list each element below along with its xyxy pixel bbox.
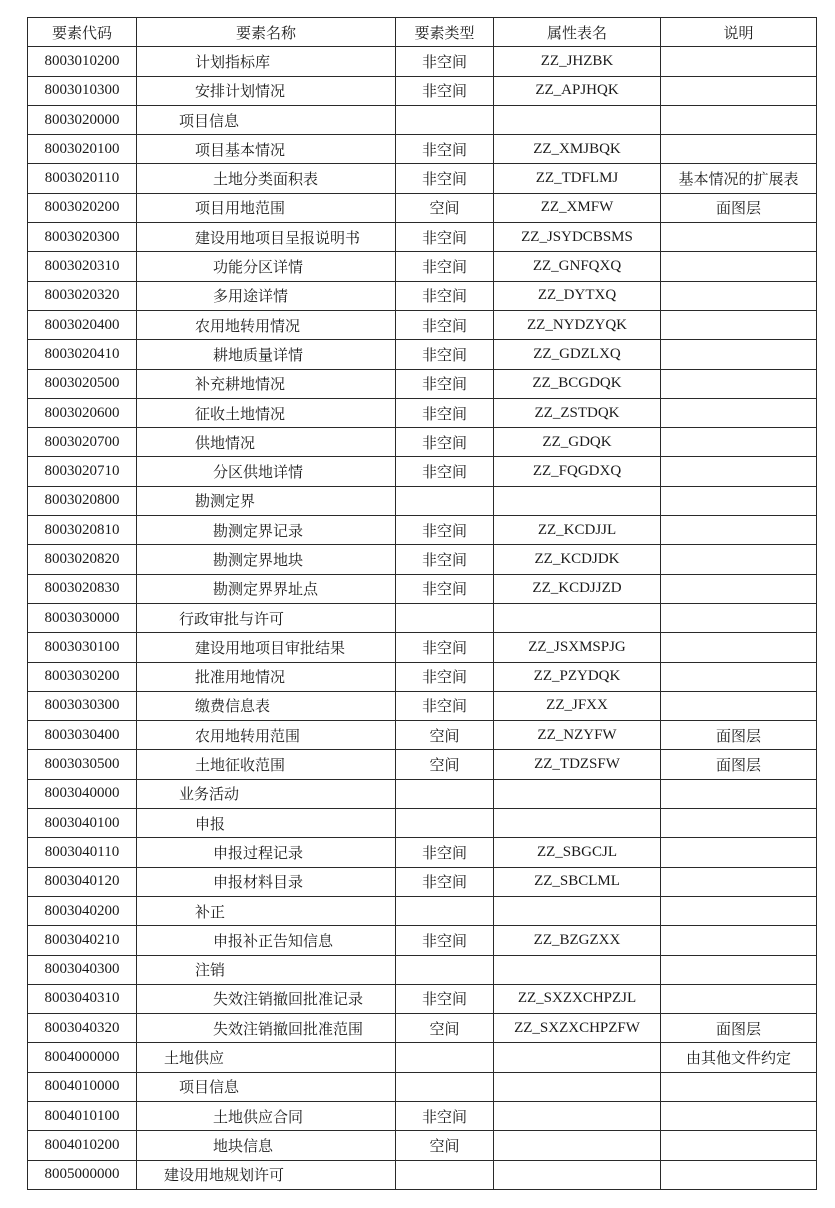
table-row	[28, 223, 817, 252]
cell-element-name: 农用地转用情况	[137, 310, 396, 339]
cell-element-name: 土地分类面积表	[137, 164, 396, 193]
cell-element-code: 8003040120	[28, 867, 137, 896]
cell-element-name: 土地供应合同	[137, 1101, 396, 1130]
cell-remarks	[661, 252, 817, 281]
table-row	[28, 984, 817, 1013]
cell-attribute-table-name: ZZ_SXZXCHPZJL	[494, 984, 661, 1013]
table-row	[28, 1072, 817, 1101]
table-row	[28, 340, 817, 369]
cell-element-type: 非空间	[396, 281, 494, 310]
cell-remarks	[661, 955, 817, 984]
table-body	[28, 47, 817, 1190]
cell-attribute-table-name: ZZ_NYDZYQK	[494, 310, 661, 339]
cell-remarks	[661, 310, 817, 339]
cell-remarks	[661, 486, 817, 515]
cell-element-name: 勘测定界界址点	[137, 574, 396, 603]
cell-remarks	[661, 223, 817, 252]
table-row	[28, 1014, 817, 1043]
cell-attribute-table-name: ZZ_GNFQXQ	[494, 252, 661, 281]
cell-element-name: 失效注销撤回批准范围	[137, 1014, 396, 1043]
table-row	[28, 750, 817, 779]
cell-element-name: 勘测定界记录	[137, 516, 396, 545]
cell-attribute-table-name	[494, 809, 661, 838]
table-row	[28, 369, 817, 398]
cell-attribute-table-name	[494, 1072, 661, 1101]
cell-element-name: 项目信息	[137, 105, 396, 134]
cell-element-name: 征收土地情况	[137, 398, 396, 427]
cell-attribute-table-name: ZZ_XMJBQK	[494, 135, 661, 164]
cell-remarks	[661, 340, 817, 369]
cell-element-code: 8004010200	[28, 1131, 137, 1160]
cell-element-type: 空间	[396, 721, 494, 750]
cell-element-code: 8003030500	[28, 750, 137, 779]
cell-element-code: 8003020830	[28, 574, 137, 603]
table-row	[28, 428, 817, 457]
header-attribute-table-name: 属性表名	[494, 18, 661, 47]
cell-attribute-table-name: ZZ_APJHQK	[494, 76, 661, 105]
cell-element-type	[396, 896, 494, 925]
cell-element-name: 申报补正告知信息	[137, 926, 396, 955]
table-row	[28, 135, 817, 164]
cell-remarks	[661, 574, 817, 603]
cell-element-name: 补正	[137, 896, 396, 925]
cell-element-code: 8003020100	[28, 135, 137, 164]
cell-remarks	[661, 662, 817, 691]
cell-remarks	[661, 633, 817, 662]
cell-attribute-table-name: ZZ_GDZLXQ	[494, 340, 661, 369]
cell-attribute-table-name	[494, 955, 661, 984]
cell-attribute-table-name	[494, 779, 661, 808]
cell-attribute-table-name: ZZ_SXZXCHPZFW	[494, 1014, 661, 1043]
cell-attribute-table-name: ZZ_JHZBK	[494, 47, 661, 76]
cell-element-name: 申报	[137, 809, 396, 838]
cell-element-type: 非空间	[396, 76, 494, 105]
cell-attribute-table-name: ZZ_DYTXQ	[494, 281, 661, 310]
cell-attribute-table-name	[494, 1131, 661, 1160]
cell-element-code: 8003020820	[28, 545, 137, 574]
element-code-table	[27, 17, 817, 1190]
cell-element-name: 农用地转用范围	[137, 721, 396, 750]
cell-element-type: 非空间	[396, 135, 494, 164]
cell-element-type: 非空间	[396, 1101, 494, 1130]
cell-element-type: 空间	[396, 1131, 494, 1160]
table-row	[28, 164, 817, 193]
table-row	[28, 574, 817, 603]
table-row	[28, 896, 817, 925]
cell-element-code: 8003020310	[28, 252, 137, 281]
cell-element-code: 8003040200	[28, 896, 137, 925]
cell-element-name: 项目基本情况	[137, 135, 396, 164]
cell-element-code: 8003020700	[28, 428, 137, 457]
cell-element-type: 非空间	[396, 662, 494, 691]
table-row	[28, 193, 817, 222]
cell-element-type: 非空间	[396, 252, 494, 281]
cell-attribute-table-name: ZZ_KCDJJZD	[494, 574, 661, 603]
cell-element-name: 项目用地范围	[137, 193, 396, 222]
cell-element-code: 8003020710	[28, 457, 137, 486]
cell-element-code: 8003020500	[28, 369, 137, 398]
cell-element-name: 勘测定界	[137, 486, 396, 515]
cell-element-type: 非空间	[396, 926, 494, 955]
table-row	[28, 310, 817, 339]
table-row	[28, 516, 817, 545]
table-row	[28, 76, 817, 105]
cell-element-name: 项目信息	[137, 1072, 396, 1101]
cell-element-type: 非空间	[396, 457, 494, 486]
table-row	[28, 603, 817, 632]
cell-element-name: 计划指标库	[137, 47, 396, 76]
cell-element-type	[396, 1160, 494, 1189]
table-row	[28, 691, 817, 720]
cell-element-code: 8003020410	[28, 340, 137, 369]
cell-remarks	[661, 76, 817, 105]
table-header-row	[28, 18, 817, 47]
table-row	[28, 955, 817, 984]
table-row	[28, 1101, 817, 1130]
cell-attribute-table-name	[494, 896, 661, 925]
cell-element-name: 注销	[137, 955, 396, 984]
cell-attribute-table-name: ZZ_JSXMSPJG	[494, 633, 661, 662]
cell-element-code: 8003040310	[28, 984, 137, 1013]
cell-remarks	[661, 135, 817, 164]
cell-element-name: 建设用地项目审批结果	[137, 633, 396, 662]
cell-attribute-table-name: ZZ_NZYFW	[494, 721, 661, 750]
cell-remarks: 面图层	[661, 193, 817, 222]
cell-element-code: 8003040110	[28, 838, 137, 867]
cell-element-code: 8005000000	[28, 1160, 137, 1189]
cell-element-code: 8003020110	[28, 164, 137, 193]
cell-element-type: 非空间	[396, 867, 494, 896]
cell-remarks	[661, 1160, 817, 1189]
cell-attribute-table-name	[494, 1101, 661, 1130]
cell-element-code: 8003040100	[28, 809, 137, 838]
cell-element-name: 补充耕地情况	[137, 369, 396, 398]
cell-element-type	[396, 603, 494, 632]
cell-attribute-table-name: ZZ_BZGZXX	[494, 926, 661, 955]
cell-remarks: 面图层	[661, 721, 817, 750]
cell-element-type	[396, 486, 494, 515]
table-row	[28, 1131, 817, 1160]
cell-remarks	[661, 779, 817, 808]
cell-element-type: 非空间	[396, 691, 494, 720]
cell-attribute-table-name: ZZ_TDFLMJ	[494, 164, 661, 193]
cell-remarks	[661, 838, 817, 867]
cell-attribute-table-name	[494, 603, 661, 632]
cell-element-type	[396, 779, 494, 808]
table-row	[28, 1043, 817, 1072]
table-row	[28, 47, 817, 76]
cell-remarks	[661, 1072, 817, 1101]
cell-attribute-table-name	[494, 105, 661, 134]
cell-element-code: 8003020200	[28, 193, 137, 222]
cell-element-type: 非空间	[396, 428, 494, 457]
cell-element-code: 8003030000	[28, 603, 137, 632]
table-row	[28, 545, 817, 574]
cell-remarks	[661, 545, 817, 574]
cell-element-type: 非空间	[396, 47, 494, 76]
cell-attribute-table-name: ZZ_GDQK	[494, 428, 661, 457]
cell-element-name: 缴费信息表	[137, 691, 396, 720]
cell-element-code: 8003030400	[28, 721, 137, 750]
cell-attribute-table-name: ZZ_JFXX	[494, 691, 661, 720]
cell-element-name: 申报过程记录	[137, 838, 396, 867]
cell-element-type	[396, 955, 494, 984]
cell-element-type: 非空间	[396, 516, 494, 545]
table-row	[28, 633, 817, 662]
cell-attribute-table-name	[494, 1160, 661, 1189]
cell-element-name: 勘测定界地块	[137, 545, 396, 574]
table-row	[28, 779, 817, 808]
cell-element-name: 分区供地详情	[137, 457, 396, 486]
cell-element-code: 8004000000	[28, 1043, 137, 1072]
table-row	[28, 398, 817, 427]
header-remarks: 说明	[661, 18, 817, 47]
cell-element-code: 8003040320	[28, 1014, 137, 1043]
cell-element-type	[396, 1043, 494, 1072]
cell-attribute-table-name	[494, 1043, 661, 1072]
cell-element-name: 建设用地规划许可	[137, 1160, 396, 1189]
cell-element-code: 8003020600	[28, 398, 137, 427]
cell-element-name: 供地情况	[137, 428, 396, 457]
cell-remarks	[661, 105, 817, 134]
cell-element-code: 8004010100	[28, 1101, 137, 1130]
cell-element-type: 非空间	[396, 223, 494, 252]
cell-attribute-table-name: ZZ_SBGCJL	[494, 838, 661, 867]
cell-element-code: 8003020300	[28, 223, 137, 252]
cell-element-type: 非空间	[396, 633, 494, 662]
cell-element-type: 非空间	[396, 340, 494, 369]
table-row	[28, 809, 817, 838]
cell-element-type	[396, 1072, 494, 1101]
header-element-code: 要素代码	[28, 18, 137, 47]
cell-element-type: 非空间	[396, 369, 494, 398]
table-row	[28, 486, 817, 515]
cell-element-type: 空间	[396, 193, 494, 222]
cell-element-name: 批准用地情况	[137, 662, 396, 691]
cell-element-code: 8003010200	[28, 47, 137, 76]
cell-element-name: 安排计划情况	[137, 76, 396, 105]
cell-remarks	[661, 516, 817, 545]
cell-element-name: 建设用地项目呈报说明书	[137, 223, 396, 252]
cell-attribute-table-name: ZZ_SBCLML	[494, 867, 661, 896]
cell-remarks	[661, 369, 817, 398]
cell-attribute-table-name: ZZ_TDZSFW	[494, 750, 661, 779]
cell-element-type: 非空间	[396, 838, 494, 867]
table-row	[28, 1160, 817, 1189]
cell-remarks	[661, 926, 817, 955]
cell-element-name: 行政审批与许可	[137, 603, 396, 632]
cell-element-type: 非空间	[396, 398, 494, 427]
table-row	[28, 457, 817, 486]
cell-attribute-table-name: ZZ_BCGDQK	[494, 369, 661, 398]
cell-element-type: 非空间	[396, 545, 494, 574]
cell-element-name: 地块信息	[137, 1131, 396, 1160]
cell-element-code: 8003030200	[28, 662, 137, 691]
cell-element-type	[396, 105, 494, 134]
cell-attribute-table-name	[494, 486, 661, 515]
table-row	[28, 721, 817, 750]
cell-element-code: 8003020320	[28, 281, 137, 310]
table-row	[28, 867, 817, 896]
cell-element-code: 8004010000	[28, 1072, 137, 1101]
cell-element-name: 土地征收范围	[137, 750, 396, 779]
cell-remarks	[661, 984, 817, 1013]
cell-remarks	[661, 281, 817, 310]
cell-element-name: 申报材料目录	[137, 867, 396, 896]
cell-element-code: 8003040210	[28, 926, 137, 955]
cell-element-name: 耕地质量详情	[137, 340, 396, 369]
cell-remarks	[661, 457, 817, 486]
cell-attribute-table-name: ZZ_XMFW	[494, 193, 661, 222]
cell-element-type: 非空间	[396, 984, 494, 1013]
cell-remarks	[661, 398, 817, 427]
table-row	[28, 281, 817, 310]
cell-attribute-table-name: ZZ_PZYDQK	[494, 662, 661, 691]
cell-element-type: 空间	[396, 1014, 494, 1043]
table-row	[28, 105, 817, 134]
table-row	[28, 662, 817, 691]
header-element-type: 要素类型	[396, 18, 494, 47]
cell-remarks	[661, 603, 817, 632]
cell-element-code: 8003010300	[28, 76, 137, 105]
cell-element-name: 失效注销撤回批准记录	[137, 984, 396, 1013]
cell-element-type: 空间	[396, 750, 494, 779]
cell-element-code: 8003020800	[28, 486, 137, 515]
cell-element-code: 8003020000	[28, 105, 137, 134]
cell-element-code: 8003040300	[28, 955, 137, 984]
table-row	[28, 838, 817, 867]
cell-element-code: 8003030300	[28, 691, 137, 720]
cell-attribute-table-name: ZZ_FQGDXQ	[494, 457, 661, 486]
cell-attribute-table-name: ZZ_KCDJDK	[494, 545, 661, 574]
cell-remarks: 面图层	[661, 750, 817, 779]
cell-element-type	[396, 809, 494, 838]
cell-element-code: 8003030100	[28, 633, 137, 662]
cell-attribute-table-name: ZZ_ZSTDQK	[494, 398, 661, 427]
cell-element-code: 8003020400	[28, 310, 137, 339]
cell-element-name: 业务活动	[137, 779, 396, 808]
cell-remarks: 面图层	[661, 1014, 817, 1043]
cell-remarks	[661, 691, 817, 720]
cell-remarks	[661, 809, 817, 838]
header-element-name: 要素名称	[137, 18, 396, 47]
cell-remarks	[661, 1131, 817, 1160]
cell-element-code: 8003020810	[28, 516, 137, 545]
cell-element-name: 功能分区详情	[137, 252, 396, 281]
cell-element-code: 8003040000	[28, 779, 137, 808]
cell-remarks	[661, 1101, 817, 1130]
cell-remarks	[661, 896, 817, 925]
cell-element-name: 土地供应	[137, 1043, 396, 1072]
cell-element-type: 非空间	[396, 574, 494, 603]
cell-remarks	[661, 867, 817, 896]
cell-remarks	[661, 47, 817, 76]
table-row	[28, 926, 817, 955]
cell-remarks: 由其他文件约定	[661, 1043, 817, 1072]
cell-remarks	[661, 428, 817, 457]
cell-attribute-table-name: ZZ_JSYDCBSMS	[494, 223, 661, 252]
cell-element-name: 多用途详情	[137, 281, 396, 310]
cell-attribute-table-name: ZZ_KCDJJL	[494, 516, 661, 545]
cell-remarks: 基本情况的扩展表	[661, 164, 817, 193]
cell-element-type: 非空间	[396, 310, 494, 339]
cell-element-type: 非空间	[396, 164, 494, 193]
table-row	[28, 252, 817, 281]
